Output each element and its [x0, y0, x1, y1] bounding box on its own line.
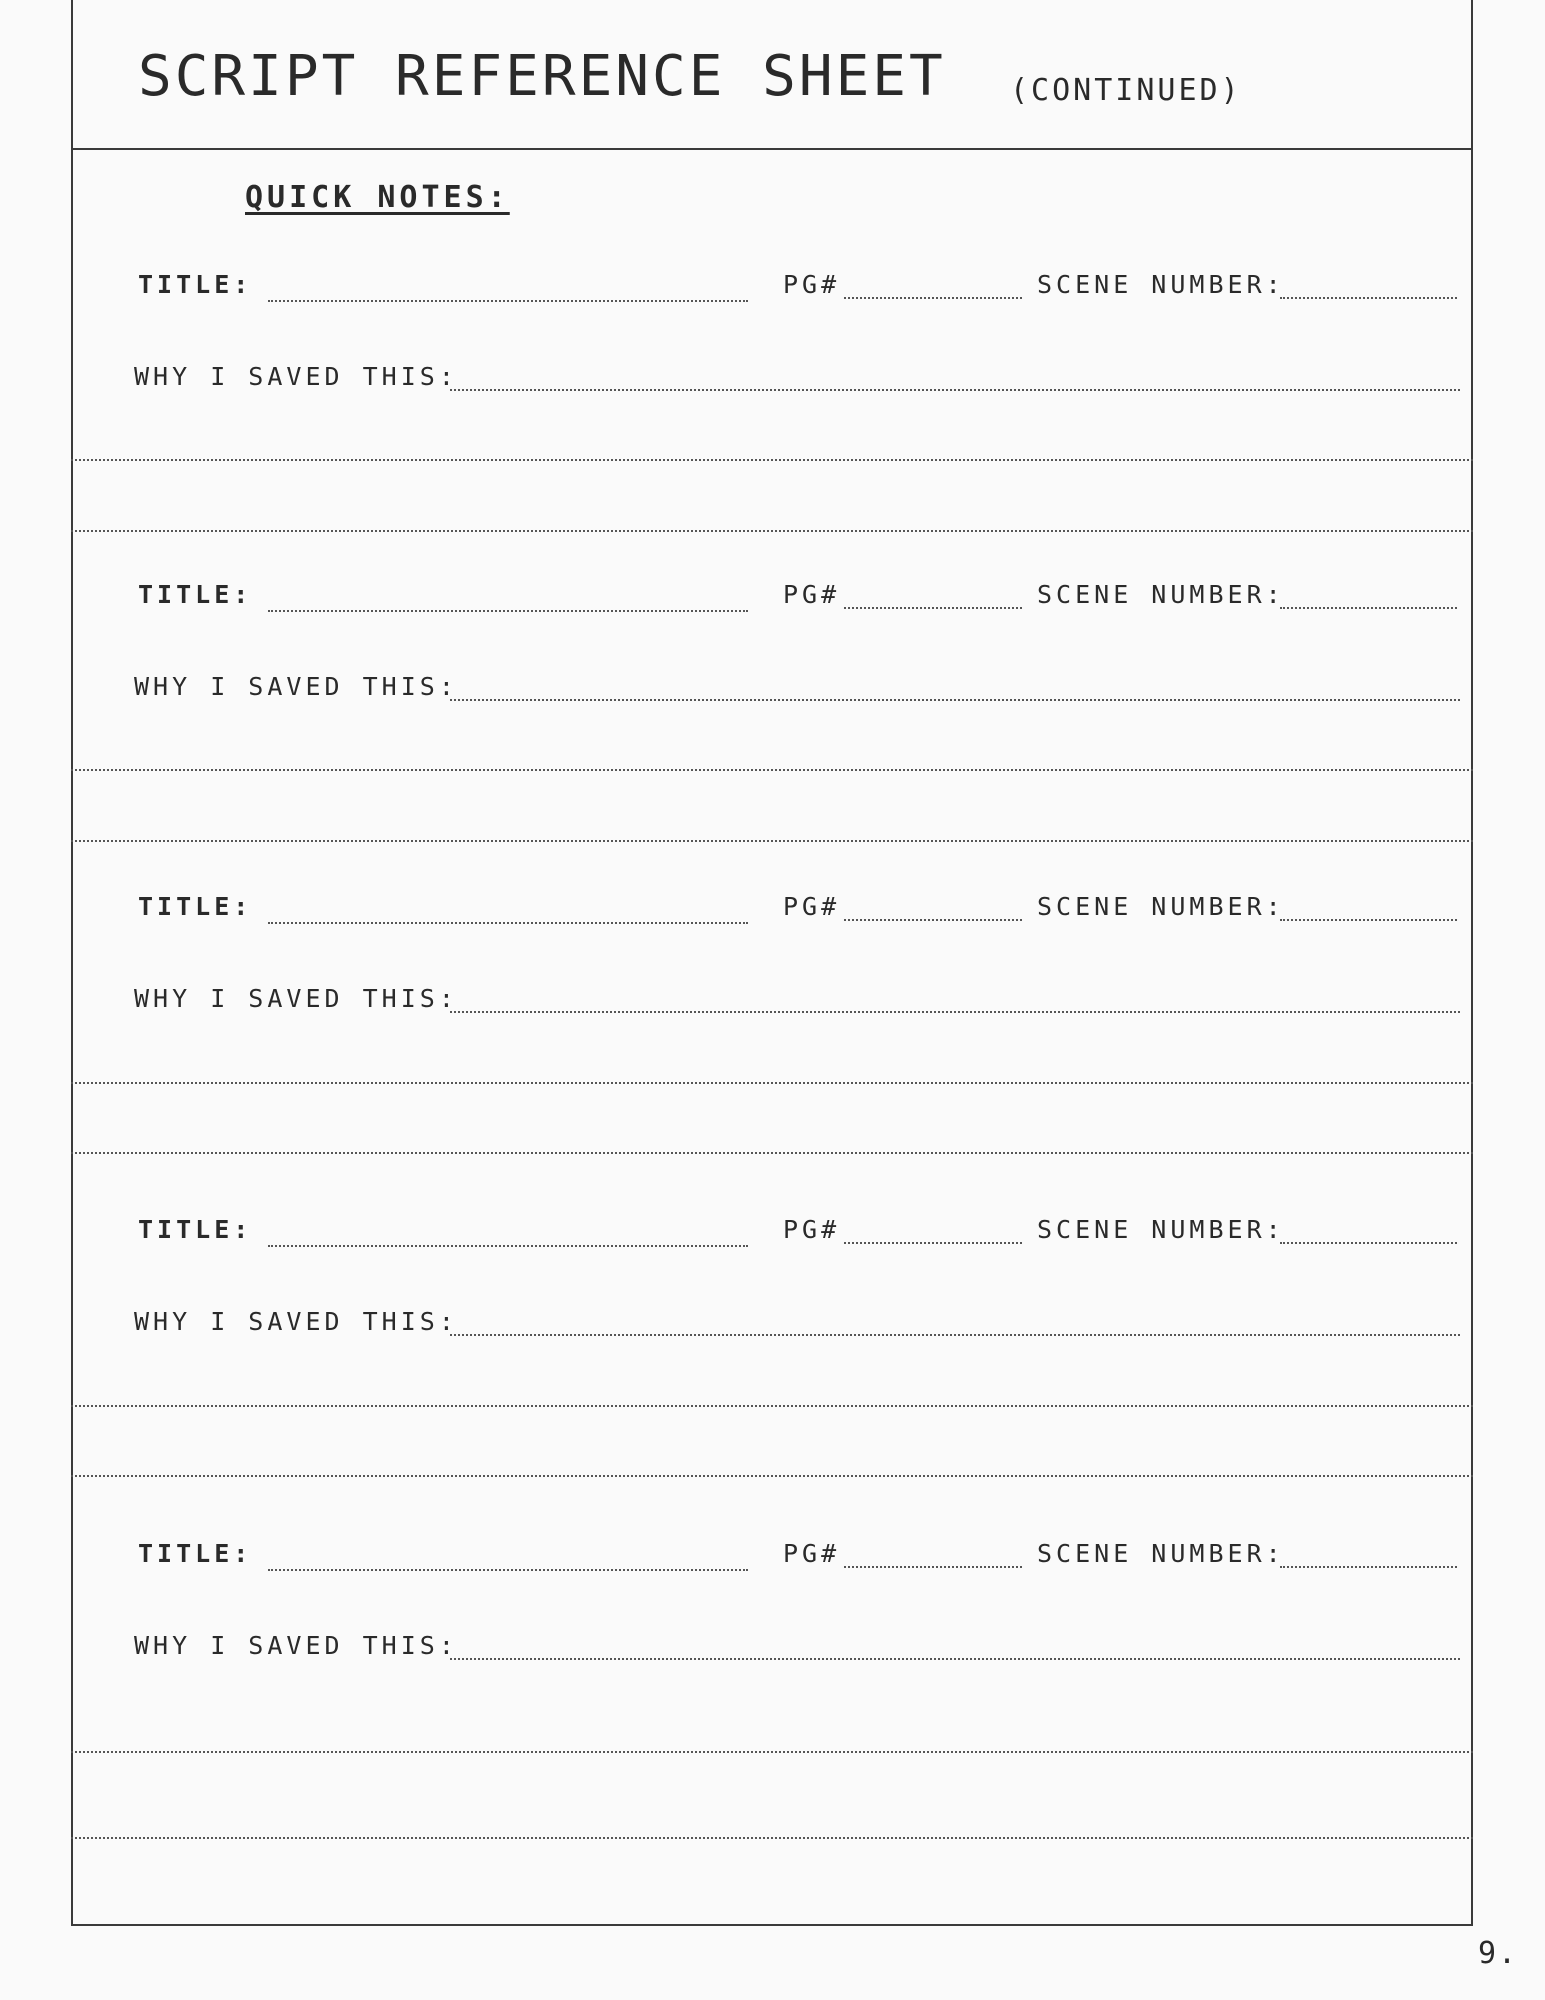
- scene-label: SCENE NUMBER:: [1037, 892, 1285, 921]
- note-line[interactable]: [71, 1405, 1473, 1407]
- title-field[interactable]: [268, 1245, 748, 1247]
- header-divider: [71, 148, 1473, 150]
- title-field[interactable]: [268, 610, 748, 612]
- page-number: 9.: [1478, 1936, 1519, 1971]
- why-label: WHY I SAVED THIS:: [134, 984, 458, 1013]
- why-field[interactable]: [450, 699, 1460, 701]
- title-field[interactable]: [268, 1569, 748, 1571]
- note-line[interactable]: [71, 1475, 1473, 1477]
- note-entry: [0, 262, 1545, 572]
- page-label: PG#: [783, 1539, 841, 1568]
- title-field[interactable]: [268, 300, 748, 302]
- why-field[interactable]: [450, 389, 1460, 391]
- page-field[interactable]: [844, 1566, 1022, 1568]
- page-label: PG#: [783, 1215, 841, 1244]
- page-title: SCRIPT REFERENCE SHEET: [138, 44, 946, 109]
- note-entry: [0, 1207, 1545, 1517]
- note-entry: [0, 884, 1545, 1194]
- section-heading: QUICK NOTES:: [245, 180, 510, 215]
- page-field[interactable]: [844, 297, 1022, 299]
- page-label: PG#: [783, 892, 841, 921]
- title-field[interactable]: [268, 922, 748, 924]
- note-entry: [0, 1531, 1545, 1841]
- page-field[interactable]: [844, 919, 1022, 921]
- page-label: PG#: [783, 270, 841, 299]
- note-line[interactable]: [71, 769, 1473, 771]
- scene-field[interactable]: [1280, 297, 1457, 299]
- page-label: PG#: [783, 580, 841, 609]
- why-field[interactable]: [450, 1334, 1460, 1336]
- scene-field[interactable]: [1280, 1242, 1457, 1244]
- note-line[interactable]: [71, 530, 1473, 532]
- page-subtitle: (CONTINUED): [1010, 73, 1242, 108]
- scene-label: SCENE NUMBER:: [1037, 1539, 1285, 1568]
- why-label: WHY I SAVED THIS:: [134, 1631, 458, 1660]
- note-line[interactable]: [71, 1751, 1473, 1753]
- why-field[interactable]: [450, 1658, 1460, 1660]
- note-line[interactable]: [71, 459, 1473, 461]
- scene-label: SCENE NUMBER:: [1037, 270, 1285, 299]
- title-label: TITLE:: [138, 270, 253, 299]
- why-label: WHY I SAVED THIS:: [134, 362, 458, 391]
- note-line[interactable]: [71, 1152, 1473, 1154]
- scene-field[interactable]: [1280, 919, 1457, 921]
- title-label: TITLE:: [138, 580, 253, 609]
- scene-label: SCENE NUMBER:: [1037, 580, 1285, 609]
- page-field[interactable]: [844, 1242, 1022, 1244]
- why-field[interactable]: [450, 1011, 1460, 1013]
- note-line[interactable]: [71, 1082, 1473, 1084]
- title-label: TITLE:: [138, 1215, 253, 1244]
- scene-label: SCENE NUMBER:: [1037, 1215, 1285, 1244]
- title-label: TITLE:: [138, 892, 253, 921]
- why-label: WHY I SAVED THIS:: [134, 1307, 458, 1336]
- note-entry: [0, 572, 1545, 882]
- note-line[interactable]: [71, 1837, 1473, 1839]
- page-field[interactable]: [844, 607, 1022, 609]
- note-line[interactable]: [71, 840, 1473, 842]
- scene-field[interactable]: [1280, 1566, 1457, 1568]
- title-label: TITLE:: [138, 1539, 253, 1568]
- why-label: WHY I SAVED THIS:: [134, 672, 458, 701]
- scene-field[interactable]: [1280, 607, 1457, 609]
